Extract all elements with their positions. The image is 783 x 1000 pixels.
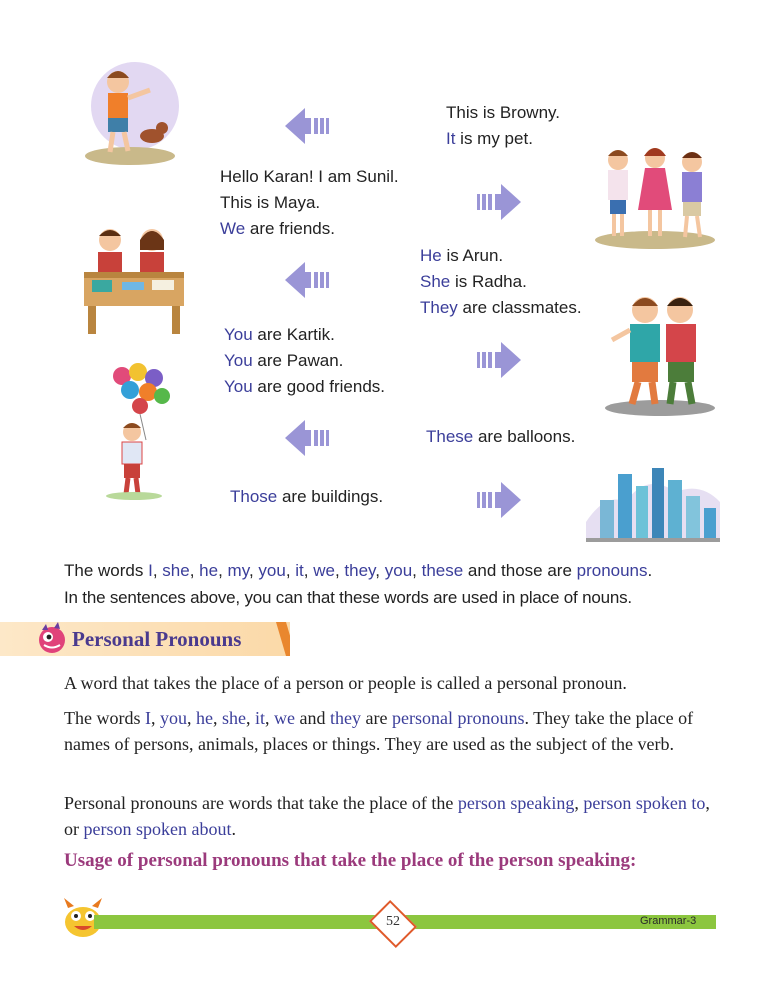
text: .	[647, 561, 653, 580]
text: ,	[574, 793, 584, 813]
arrow-right-icon	[475, 178, 523, 226]
text: ,	[218, 561, 228, 580]
karan-sentences	[220, 164, 399, 242]
pronoun: pronouns	[576, 561, 648, 580]
pronoun: you	[258, 561, 286, 580]
sentence	[420, 269, 582, 295]
pronoun: he	[195, 708, 213, 728]
text: ,	[150, 708, 160, 728]
sentence-rest: are buildings.	[277, 487, 384, 506]
pronoun: we	[313, 561, 335, 580]
boy-with-balloons-illustration	[100, 362, 180, 502]
text: ,	[245, 708, 255, 728]
speaker-paragraph	[64, 790, 724, 842]
text: ,	[186, 708, 196, 728]
summary-line-1	[64, 557, 724, 584]
pronoun: person speaking	[457, 793, 575, 813]
pronoun: I	[144, 708, 151, 728]
sentence-rest: are good friends.	[252, 377, 385, 396]
kartik-sentences	[224, 322, 385, 400]
sentence: Hello Karan! I am Sunil.	[220, 167, 399, 186]
arun-sentences	[420, 243, 582, 321]
personal-pronouns-paragraph	[64, 705, 724, 757]
sentence-rest: are Pawan.	[252, 351, 344, 370]
text: The words	[64, 708, 145, 728]
arrow-right-icon	[475, 476, 523, 524]
pronoun: person spoken about	[83, 819, 232, 839]
text: ,	[189, 561, 200, 580]
text: ,	[212, 708, 222, 728]
pronoun: she	[162, 561, 190, 580]
text: ,	[248, 561, 259, 580]
text: , or	[64, 793, 710, 839]
sentence	[420, 295, 582, 321]
sentence	[446, 126, 560, 152]
text: Personal pronouns are words that take the place of the	[64, 793, 458, 813]
text: The words	[64, 561, 149, 580]
sentence: This is Maya.	[220, 193, 321, 212]
section-title: Personal Pronouns	[72, 627, 242, 651]
text: .	[231, 819, 236, 839]
sentence-rest: is Arun.	[441, 246, 504, 265]
pronoun: person spoken to	[583, 793, 706, 813]
balloons-sentence	[426, 424, 575, 450]
arrow-left-icon	[283, 256, 331, 304]
monster-mascot-icon	[34, 620, 70, 656]
text: ,	[152, 561, 163, 580]
arrow-left-icon	[283, 102, 331, 150]
pronoun: it	[295, 561, 304, 580]
summary-paragraph	[64, 557, 724, 611]
text: ,	[334, 561, 345, 580]
text: . They take the place of names of persons, animals, places or things. They are used as the subject of the verb.	[64, 708, 694, 754]
sentence-rest: is Radha.	[450, 272, 527, 291]
sentence	[224, 322, 385, 348]
definition-paragraph: A word that takes the place of a person or people is called a personal pronoun.	[64, 673, 627, 693]
pronoun: You	[224, 377, 253, 396]
pronoun: I	[148, 561, 153, 580]
pronoun: she	[221, 708, 246, 728]
text: ,	[303, 561, 314, 580]
pronoun: he	[199, 561, 219, 580]
sentence-rest: are classmates.	[457, 298, 582, 317]
pronoun: It	[446, 129, 456, 148]
pronoun: it	[254, 708, 265, 728]
pronoun: they	[330, 708, 361, 728]
pronoun: my	[227, 561, 249, 580]
pronoun: He	[420, 246, 442, 265]
boy-with-dog-illustration	[80, 56, 180, 166]
city-buildings-illustration	[586, 462, 720, 542]
arrow-left-icon	[283, 414, 331, 462]
browny-sentences	[446, 100, 560, 152]
pronoun: They	[420, 298, 458, 317]
sentence	[220, 216, 399, 242]
pronoun: these	[421, 561, 464, 580]
sentence	[230, 484, 383, 510]
pronoun: These	[426, 427, 474, 446]
pronoun: you	[159, 708, 187, 728]
text: are	[361, 708, 392, 728]
three-kids-illustration	[590, 140, 720, 250]
book-title: Grammar-3	[640, 915, 697, 927]
page-number: 52	[386, 914, 400, 929]
text: and	[295, 708, 330, 728]
sentence	[224, 348, 385, 374]
text: ,	[375, 561, 385, 580]
classroom-desk-illustration	[80, 222, 190, 337]
pronoun: You	[224, 325, 253, 344]
text: ,	[412, 561, 422, 580]
pronoun: You	[224, 351, 253, 370]
pronoun: Those	[230, 487, 278, 506]
sentence	[420, 243, 582, 269]
sentence	[426, 424, 575, 450]
arrow-right-icon	[475, 336, 523, 384]
usage-heading: Usage of personal pronouns that take the place of the person speaking:	[64, 850, 637, 871]
buildings-sentence	[230, 484, 383, 510]
sentence-rest: are Kartik.	[252, 325, 335, 344]
sentence	[224, 374, 385, 400]
summary-line-2: In the sentences above, you can that these words are used in place of nouns.	[64, 588, 632, 607]
pronoun: personal pronouns	[391, 708, 525, 728]
pronoun: We	[220, 219, 246, 238]
pronoun: we	[274, 708, 295, 728]
sentence-rest: are friends.	[245, 219, 335, 238]
text: and those are	[463, 561, 577, 580]
sentence: This is Browny.	[446, 103, 560, 122]
two-boys-illustration	[600, 288, 720, 418]
text: ,	[265, 708, 274, 728]
pronoun: She	[420, 272, 451, 291]
sentence-rest: are balloons.	[473, 427, 576, 446]
pronoun: you	[384, 561, 413, 580]
sentence-rest: is my pet.	[455, 129, 533, 148]
text: ,	[285, 561, 296, 580]
pronoun: they	[344, 561, 376, 580]
